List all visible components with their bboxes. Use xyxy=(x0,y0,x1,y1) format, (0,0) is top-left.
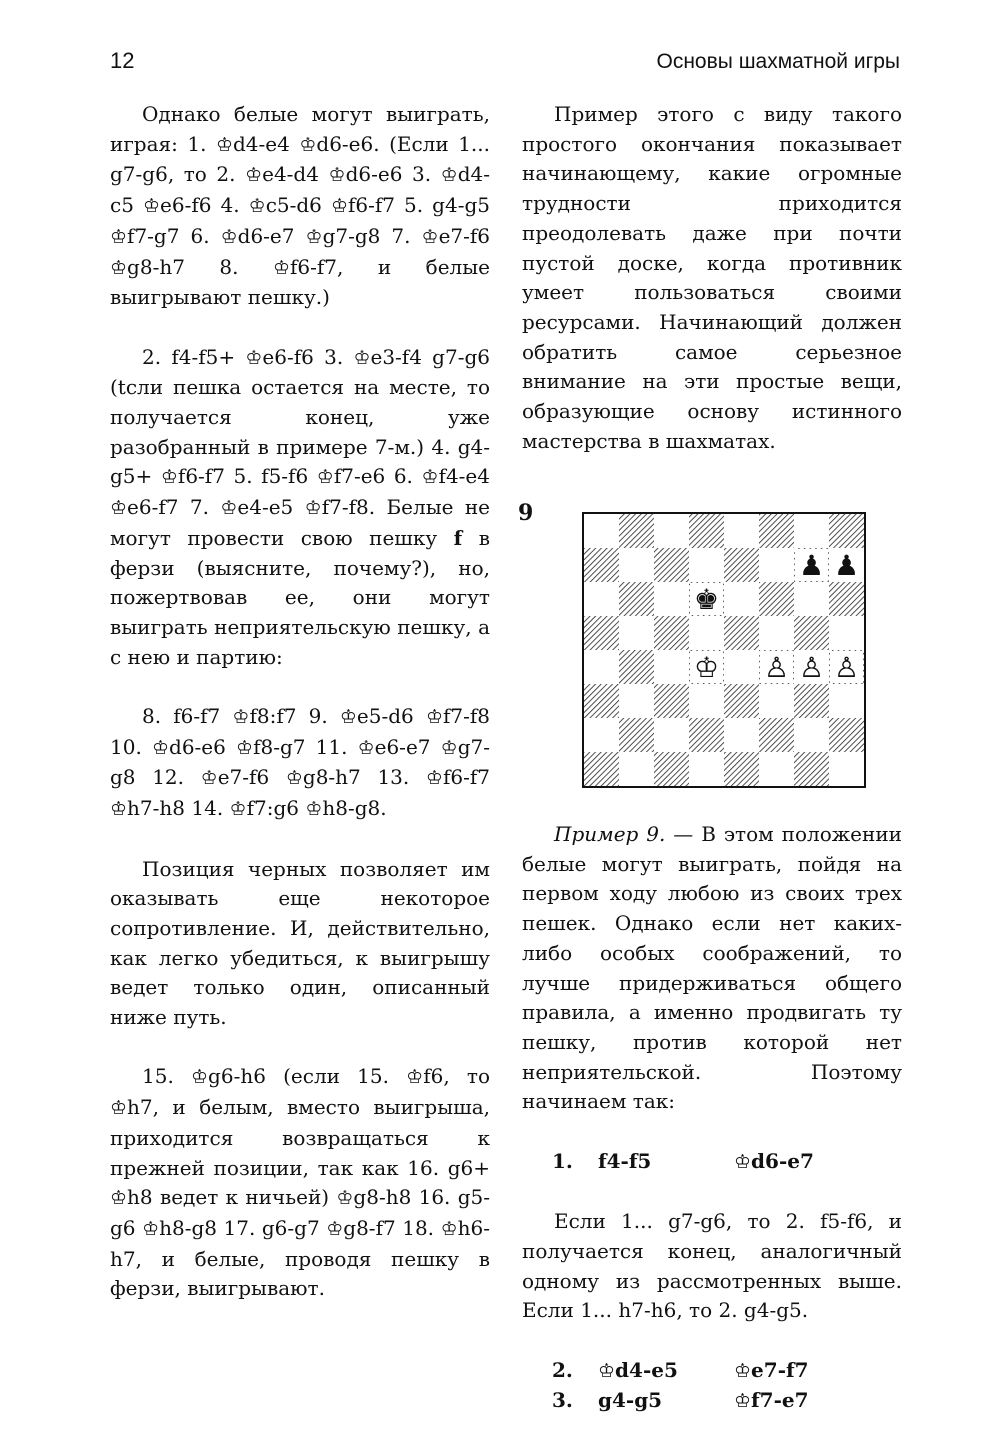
light-square xyxy=(759,684,794,718)
paragraph-4: Позиция черных позволяет им оказывать еще некоторое сопротивление. И, действительно, как легко убедиться, к выигрышу ведет только один, описанный ниже путь. xyxy=(110,856,490,1030)
dark-square xyxy=(724,684,759,718)
dark-square xyxy=(654,752,689,786)
dark-square xyxy=(584,684,619,718)
king-icon: ♔ xyxy=(326,1217,344,1240)
king-icon: ♔ xyxy=(734,1150,752,1173)
light-square xyxy=(829,616,864,650)
king-icon: ♔ xyxy=(353,346,371,369)
dark-square xyxy=(584,752,619,786)
white-king-icon: ♔ xyxy=(693,651,720,684)
light-square xyxy=(619,616,654,650)
king-icon: ♔ xyxy=(142,1217,160,1240)
king-icon: ♔ xyxy=(215,133,233,156)
king-icon: ♔ xyxy=(425,706,443,729)
dark-square xyxy=(794,684,829,718)
king-icon: ♔ xyxy=(328,164,346,187)
dark-square xyxy=(829,582,864,616)
dark-square xyxy=(689,718,724,752)
dark-square xyxy=(794,616,829,650)
king-icon: ♔ xyxy=(220,497,238,520)
king-icon: ♔ xyxy=(200,767,218,790)
white-pawn-icon: ♙ xyxy=(798,651,825,684)
king-icon: ♔ xyxy=(734,1390,752,1413)
light-square xyxy=(584,650,619,684)
light-square xyxy=(654,514,689,548)
left-column xyxy=(110,100,490,1304)
diagram-caption: Пример 9. — В этом положении белые могут выиграть, пойдя на первом ходу любою из своих трех пешек. Однако если нет каких-либо особых соображений, то лучше придерживаться общего правила, а именно продвигать ту пешку, против которой нет неприятельской. Поэтому начинаем так: xyxy=(522,822,902,1114)
running-title: Основы шахматной игры xyxy=(656,50,900,73)
light-square xyxy=(724,650,759,684)
king-icon: ♔ xyxy=(110,1097,128,1120)
king-icon: ♔ xyxy=(285,767,303,790)
page-number: 12 xyxy=(110,48,135,73)
king-icon: ♔ xyxy=(421,466,439,489)
king-icon: ♔ xyxy=(220,225,238,248)
black-king-icon: ♚ xyxy=(693,583,720,616)
light-square xyxy=(724,718,759,752)
king-icon: ♔ xyxy=(248,195,266,218)
dark-square xyxy=(724,548,759,582)
paragraph-1: Однако белые могут выиграть, играя: 1. ♔d4-e4 ♔d6-e6. (Если 1... g7-g6, то 2. ♔e4-d4 ♔d6-e6 3. ♔d4-c5 ♔e6-f6 4. ♔c5-d6 ♔f6-f7 5. g4-g5 ♔f7-g7 6. ♔d6-e7 ♔g7-g8 7. ♔e7-f6 ♔g8-h7 8. ♔f6-f7, и белые выигрывают пешку.) xyxy=(110,102,491,310)
king-icon: ♔ xyxy=(339,706,357,729)
light-square xyxy=(724,514,759,548)
light-square xyxy=(759,616,794,650)
light-square xyxy=(584,718,619,752)
dark-square xyxy=(759,718,794,752)
king-icon: ♔ xyxy=(245,346,263,369)
dark-square xyxy=(724,752,759,786)
king-icon: ♔ xyxy=(110,497,128,520)
king-icon: ♔ xyxy=(421,225,439,248)
light-square xyxy=(584,514,619,548)
right-column xyxy=(522,100,902,486)
king-icon: ♔ xyxy=(425,767,443,790)
dark-square xyxy=(794,752,829,786)
light-square xyxy=(724,582,759,616)
king-icon: ♔ xyxy=(304,497,322,520)
dark-square xyxy=(619,650,654,684)
right-paragraph-1: Пример этого с виду такого простого окончания показывает начинающему, какие огромные трудности приходится преодолевать даже при почти пустой доске, когда противник умеет пользоваться своими ресурсами. Начинающий должен обратить самое серьезное внимание на эти простые вещи, образующие основу истинного мастерства в шахматах. xyxy=(522,102,902,453)
dark-square xyxy=(829,514,864,548)
light-square xyxy=(584,582,619,616)
light-square xyxy=(794,582,829,616)
king-icon: ♔ xyxy=(406,1066,424,1089)
right-paragraph-3: Если 1... g7-g6, то 2. f5-f6, и получается конец, аналогичный одному из рассмотренных выше. Если 1... h7-h6, то 2. g4-g5. xyxy=(522,1209,902,1323)
king-icon: ♔ xyxy=(110,225,128,248)
king-icon: ♔ xyxy=(305,798,323,821)
move-2: 2. ♔d4-e5 ♔e7-f7 xyxy=(522,1356,902,1387)
dark-square xyxy=(829,718,864,752)
king-icon: ♔ xyxy=(598,1359,616,1382)
light-square xyxy=(794,718,829,752)
move-1: 1. f4-f5 ♔d6-e7 xyxy=(522,1147,902,1178)
king-icon: ♔ xyxy=(151,736,170,759)
king-icon: ♔ xyxy=(110,256,128,279)
light-square xyxy=(759,548,794,582)
dark-square xyxy=(584,616,619,650)
light-square xyxy=(689,548,724,582)
chess-diagram xyxy=(582,512,866,788)
king-icon: ♔ xyxy=(110,798,128,821)
dark-square xyxy=(654,616,689,650)
king-icon: ♔ xyxy=(110,1187,128,1210)
king-icon: ♔ xyxy=(734,1359,752,1382)
light-square xyxy=(829,684,864,718)
king-icon: ♔ xyxy=(299,133,317,156)
right-column-lower xyxy=(522,820,902,1417)
king-icon: ♔ xyxy=(440,1217,458,1240)
king-icon: ♔ xyxy=(229,798,247,821)
king-icon: ♔ xyxy=(272,256,291,279)
diagram-number: 9 xyxy=(518,500,534,526)
move-3: 3. g4-g5 ♔f7-e7 xyxy=(522,1386,902,1417)
king-icon: ♔ xyxy=(330,195,348,218)
paragraph-3: 8. f6-f7 ♔f8:f7 9. ♔e5-d6 ♔f7-f8 10. ♔d6-e6 ♔f8-g7 11. ♔e6-e7 ♔g7-g8 12. ♔e7-f6 ♔g8-h7 13. ♔f6-f7 ♔h7-h8 14. ♔f7:g6 ♔h8-g8. xyxy=(110,704,490,821)
light-square xyxy=(759,752,794,786)
dark-square xyxy=(584,548,619,582)
white-pawn-icon: ♙ xyxy=(833,651,860,684)
king-icon: ♔ xyxy=(142,195,161,218)
black-pawn-icon: ♟ xyxy=(798,549,825,582)
dark-square xyxy=(724,616,759,650)
dark-square xyxy=(619,582,654,616)
light-square xyxy=(689,616,724,650)
bold-f: f xyxy=(453,525,463,550)
paragraph-2: 2. f4-f5+ ♔e6-f6 3. ♔e3-f4 g7-g6 (tсли пешка остается на месте, то получается конец, уже разобранный в примере 7-м.) 4. g4-g5+ ♔f6-f7 5. f5-f6 ♔f7-e6 6. ♔f4-e4 ♔e6-f7 7. ♔e4-e5 ♔f7-f8. Белые не могут провести свою пешку f в ферзи (выясните, почему?), но, пожертвовав ее, они могут выиграть неприятельскую пешку, а с нею и партию: xyxy=(110,344,490,669)
light-square xyxy=(654,718,689,752)
king-icon: ♔ xyxy=(357,736,375,759)
king-icon: ♔ xyxy=(191,1066,209,1089)
king-icon: ♔ xyxy=(236,736,254,759)
light-square xyxy=(689,684,724,718)
dark-square xyxy=(689,514,724,548)
king-icon: ♔ xyxy=(245,164,263,187)
dark-square xyxy=(759,582,794,616)
dark-square xyxy=(654,548,689,582)
dark-square xyxy=(654,684,689,718)
light-square xyxy=(619,752,654,786)
king-icon: ♔ xyxy=(336,1187,354,1210)
dark-square xyxy=(619,514,654,548)
king-icon: ♔ xyxy=(316,466,334,489)
light-square xyxy=(619,548,654,582)
king-icon: ♔ xyxy=(440,736,458,759)
king-icon: ♔ xyxy=(160,466,178,489)
light-square xyxy=(654,582,689,616)
king-icon: ♔ xyxy=(232,706,250,729)
black-pawn-icon: ♟ xyxy=(833,549,860,582)
paragraph-5: 15. ♔g6-h6 (если 15. ♔f6, то ♔h7, и белым, вместо выигрыша, приходится возвращаться к прежней позиции, так как 16. g6+ ♔h8 ведет к ничьей) ♔g8-h8 16. g5-g6 ♔h8-g8 17. g6-g7 ♔g8-f7 18. ♔h6-h7, и белые, проводя пешку в ферзи, выигрывают. xyxy=(110,1064,490,1301)
dark-square xyxy=(759,514,794,548)
light-square xyxy=(829,752,864,786)
white-pawn-icon: ♙ xyxy=(763,651,790,684)
light-square xyxy=(689,752,724,786)
king-icon: ♔ xyxy=(305,225,323,248)
caption-label: Пример 9. xyxy=(554,822,666,846)
light-square xyxy=(654,650,689,684)
dark-square xyxy=(619,718,654,752)
light-square xyxy=(619,684,654,718)
chessboard xyxy=(584,514,864,786)
light-square xyxy=(794,514,829,548)
king-icon: ♔ xyxy=(440,164,458,187)
